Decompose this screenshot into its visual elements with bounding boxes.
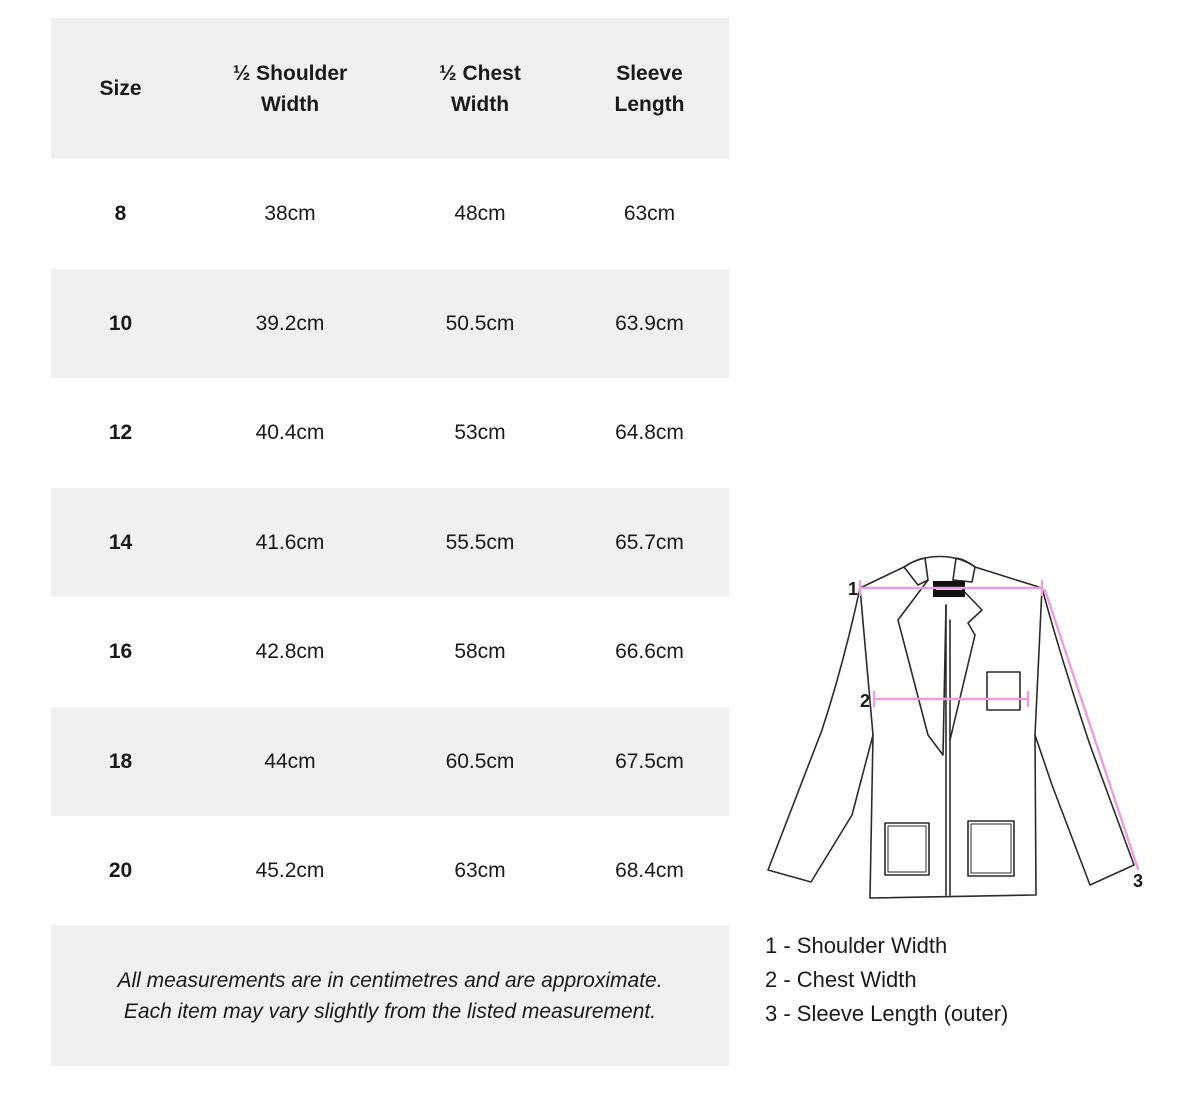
sleeve-cell: 65.7cm — [615, 530, 684, 554]
chest-cell: 53cm — [454, 421, 506, 445]
shoulder-cell: 38cm — [264, 202, 316, 226]
chest-cell: 50.5cm — [445, 311, 515, 335]
size-cell: 14 — [108, 530, 133, 554]
sleeve-cell: 66.6cm — [615, 640, 684, 664]
lapel-left — [898, 580, 946, 755]
header-size: Size — [99, 77, 142, 100]
table-row — [51, 159, 729, 269]
chest-cell: 55.5cm — [445, 530, 515, 554]
size-table — [51, 18, 729, 926]
table-row — [51, 597, 729, 707]
marker-2: 2 — [860, 691, 871, 711]
jacket-diagram — [760, 545, 1160, 915]
left-armhole-seam — [860, 588, 873, 735]
sleeve-cell: 63.9cm — [615, 311, 684, 335]
header-chest-width: ½ Chest Width — [439, 61, 521, 116]
chest-cell: 60.5cm — [445, 749, 515, 773]
chest-cell: 63cm — [454, 859, 506, 883]
lapel-right — [950, 580, 982, 740]
chest-pocket — [987, 672, 1020, 710]
shoulder-cell: 42.8cm — [255, 640, 325, 664]
right-armhole-seam — [1035, 588, 1042, 735]
shoulder-cell: 39.2cm — [255, 311, 325, 335]
collar-left — [904, 558, 928, 585]
header-sleeve-length: Sleeve Length — [614, 61, 685, 116]
table-row — [51, 378, 729, 488]
size-cell: 8 — [114, 202, 127, 226]
note-line-1: All measurements are in centimetres and are approximate. — [117, 968, 663, 992]
shoulder-cell: 44cm — [264, 749, 316, 773]
size-cell: 12 — [108, 421, 133, 445]
legend-item-chest: 2 - Chest Width — [765, 967, 917, 992]
right-pocket-inner — [971, 824, 1011, 873]
shoulder-cell: 40.4cm — [255, 421, 325, 445]
table-header-row — [51, 18, 729, 159]
sleeve-cell: 63cm — [623, 202, 676, 226]
jacket-body-outline — [768, 557, 1134, 899]
note-line-2: Each item may vary slightly from the listed measurement. — [123, 999, 657, 1023]
sleeve-cell: 67.5cm — [615, 749, 684, 773]
diagram-legend — [765, 929, 1008, 1031]
size-cell: 18 — [108, 749, 133, 773]
sleeve-cell: 68.4cm — [615, 859, 684, 883]
sleeve-cell: 64.8cm — [615, 421, 684, 445]
table-row — [51, 816, 729, 926]
size-cell: 10 — [108, 311, 133, 335]
table-row — [51, 488, 729, 598]
shoulder-cell: 41.6cm — [255, 530, 325, 554]
table-row — [51, 707, 729, 817]
jacket-outline — [768, 557, 1134, 899]
marker-3: 3 — [1133, 871, 1144, 891]
legend-item-shoulder: 1 - Shoulder Width — [765, 933, 948, 958]
chest-cell: 48cm — [454, 202, 506, 226]
marker-1: 1 — [848, 579, 859, 599]
shoulder-cell: 45.2cm — [255, 859, 325, 883]
legend-item-sleeve: 3 - Sleeve Length (outer) — [765, 1001, 1009, 1026]
left-pocket — [885, 823, 929, 875]
table-row — [51, 269, 729, 379]
measurement-note — [51, 925, 729, 1066]
chest-cell: 58cm — [454, 640, 506, 664]
size-cell: 20 — [108, 859, 133, 883]
header-shoulder-width: ½ Shoulder Width — [232, 61, 348, 116]
sleeve-measure-line — [1045, 590, 1138, 869]
left-pocket-inner — [888, 826, 926, 872]
right-pocket — [968, 821, 1014, 876]
size-cell: 16 — [108, 640, 133, 664]
